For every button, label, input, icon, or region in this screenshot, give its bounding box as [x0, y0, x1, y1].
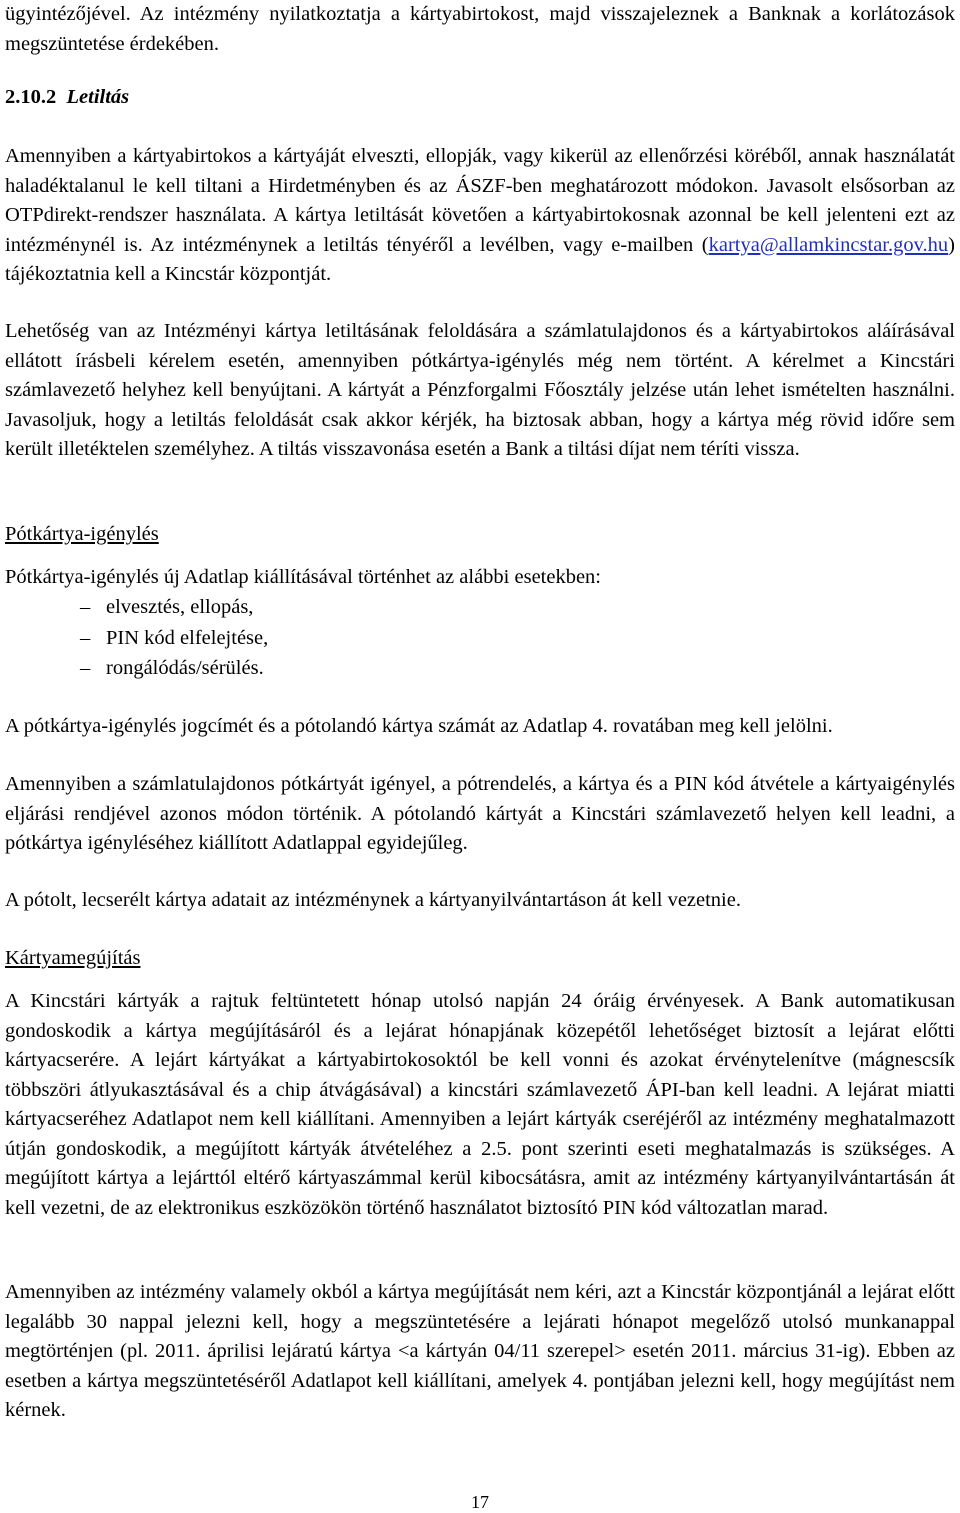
list-item-text: rongálódás/sérülés. — [106, 657, 264, 679]
list-item — [80, 623, 268, 654]
paragraph-potkartya-3: A pótolt, lecserélt kártya adatait az intézménynek a kártyanyilvántartáson át kell vezetnie. — [5, 889, 741, 911]
paragraph-letiltas-1 — [5, 142, 955, 290]
list-item-text: PIN kód elfelejtése, — [106, 626, 269, 649]
paragraph-megujitas-1: A Kincstári kártyák a rajtuk feltüntetett hónap utolsó napján 24 óráig érvényesek. A Bank automatikusan gondoskodik a kártya megújításáról és a lejárat hónapjának közepétől lehetőséget biztosít a lejárat előtti kártyacserére. A lejárt kártyákat a kártyabirtokosoktól be kell vonni és azokat érvénytelenítve (mágnescsík többszöri átlyukasztásával és a chip átvágásával) a kincstári számlavezető ÁPI-ban kell leadni. A lejárat miatti kártyacseréhez Adatlapot nem kell kiállítani. Amennyiben a lejárt kártyák cseréjéről az intézmény meghatalmazott útján gondoskodik, a megújított kártyák átvételéhez a 2.5. pont szerinti eseti meghatalmazás is szükséges. A megújított kártya a lejárttól eltérő kártyaszámmal kerül kibocsátásra, amit az intézmény kártyanyilvántartásán át kell vezetni, de az elektronikus eszközökön történő használatot biztosító PIN kód változatlan marad. — [5, 990, 955, 1219]
paragraph-potkartya-2: Amennyiben a számlatulajdonos pótkártyát igényel, a pótrendelés, a kártya és a PIN kód átvétele a kártyaigénylés eljárási rendjével azonos módon történik. A pótolandó kártyát a Kincstári számlavezető helyen kell leadni, a pótkártya igényléséhez kiállított Adatlappal egyidejűleg. — [5, 773, 955, 854]
paragraph-letiltas-1b: ) tájékoztatnia kell a Kincstár központját. — [5, 233, 955, 285]
list-item-text: elvesztés, ellopás, — [106, 596, 254, 618]
paragraph-intro: ügyintézőjével. Az intézmény nyilatkoztatja a kártyabirtokost, majd visszajeleznek a Banknak a korlátozások megszüntetése érdekében. — [5, 3, 955, 55]
subheading-megujitas: Kártyamegújítás — [5, 947, 141, 969]
section-title: Letiltás — [66, 86, 130, 108]
paragraph-megujitas-2: Amennyiben az intézmény valamely okból a kártya megújítását nem kéri, azt a Kincstár központjánál a lejárat előtt legalább 30 nappal jelezni kell, hogy a megszüntetésére a lejárati hónapot megelőző utolsó munkanappal megtörténjen (pl. 2011. áprilisi lejáratú kártya <a kártyán 04/11 szerepel> esetén 2011. március 31-ig). Ebben az esetben a kártya megszüntetéséről Adatlapot kell kiállítani, amelyek 4. pontjában jelezni kell, hogy megújítást nem kérnek. — [5, 1281, 955, 1421]
list-item — [80, 653, 268, 684]
email-link[interactable]: kartya@allamkincstar.gov.hu — [708, 233, 949, 256]
paragraph-potkartya-1: A pótkártya-igénylés jogcímét és a pótolandó kártya számát az Adatlap 4. rovatában meg kell jelölni. — [5, 715, 833, 737]
dash-icon: – — [80, 596, 91, 618]
page-number: 17 — [471, 1492, 489, 1512]
dash-icon: – — [80, 626, 91, 649]
potkartya-list — [80, 592, 268, 684]
section-heading-letiltas — [5, 83, 129, 113]
list-item — [80, 592, 268, 623]
paragraph-potkartya-intro: Pótkártya-igénylés új Adatlap kiállításával történhet az alábbi esetekben: — [5, 566, 602, 588]
paragraph-letiltas-1a: Amennyiben a kártyabirtokos a kártyáját elveszti, ellopják, vagy kikerül az ellenőrzési köréből, annak használatát haladéktalanul le kell tiltani a Hirdetményben és az ÁSZF-ben meghatározott módokon. Javasolt elsősorban az OTPdirekt-rendszer használata. A kártya letiltását követően a kártyabirtokosnak azonnal be kell jelenteni ezt az intézménynél is. Az intézménynek a letiltás tényéről a levélben, vagy e-mailben ( — [5, 145, 955, 256]
dash-icon: – — [80, 657, 91, 679]
subheading-potkartya: Pótkártya-igénylés — [5, 523, 159, 545]
section-number: 2.10.2 — [5, 86, 57, 108]
paragraph-letiltas-2: Lehetőség van az Intézményi kártya letiltásának feloldására a számlatulajdonos és a kártyabirtokos aláírásával ellátott írásbeli kérelem esetén, amennyiben pótkártya-igénylés még nem történt. A kérelmet a Kincstári számlavezető helyhez kell benyújtani. A kártyát a Pénzforgalmi Főosztály jelzése után lehet ismételten használni. Javasoljuk, hogy a letiltás feloldását csak akkor kérjék, ha biztosak abban, hogy a kártya még rövid időre sem került illetéktelen személyhez. A tiltás visszavonása esetén a Bank a tiltási díjat nem téríti vissza. — [5, 320, 955, 460]
